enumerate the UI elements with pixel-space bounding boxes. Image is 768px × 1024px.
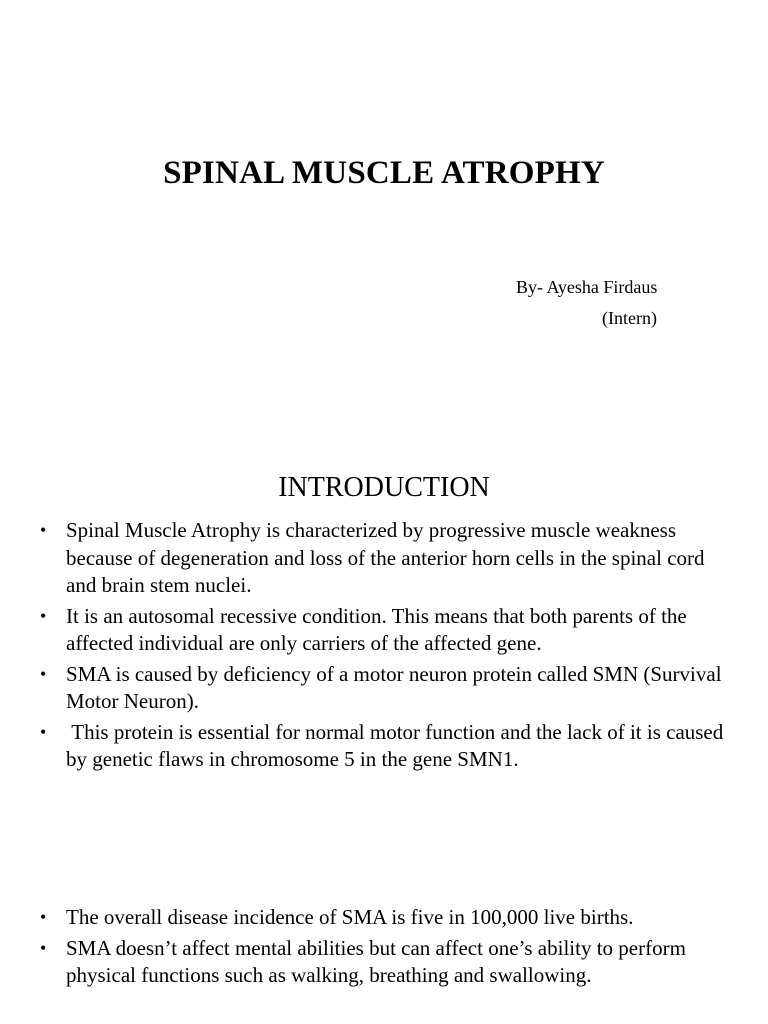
bullet-icon: • xyxy=(40,663,47,684)
introduction-slide xyxy=(0,444,768,1024)
bullet-icon: • xyxy=(40,520,47,540)
slide-title: SPINAL MUSCLE ATROPHY xyxy=(163,155,605,191)
bullet-text: SMA doesn’t affect mental abilities but can affect one’s ability to perform physical functions such as walking, breathing and swallowing. xyxy=(66,935,686,987)
author-role: (Intern) xyxy=(602,308,657,328)
list-item xyxy=(40,935,730,990)
title-slide xyxy=(0,0,768,384)
bullet-text: It is an autosomal recessive condition. This means that both parents of the affected individual are only carriers of the affected gene. xyxy=(66,603,687,655)
bullet-icon: • xyxy=(40,721,47,742)
list-item xyxy=(40,904,730,932)
bullet-icon: • xyxy=(40,907,47,927)
list-item xyxy=(40,719,730,774)
bullet-text: Spinal Muscle Atrophy is characterized by progressive muscle weakness because of degeneration and loss of the anterior horn cells in the spinal cord and brain stem nuclei. xyxy=(66,518,705,597)
list-item xyxy=(40,661,730,716)
bullet-icon: • xyxy=(40,937,47,958)
bullet-text: SMA is caused by deficiency of a motor neuron protein called SMN (Survival Motor Neuron). xyxy=(66,661,722,713)
bullet-text: The overall disease incidence of SMA is five in 100,000 live births. xyxy=(66,905,634,929)
bullet-text: This protein is essential for normal motor function and the lack of it is caused by genetic flaws in chromosome 5 in the gene SMN1. xyxy=(66,719,729,771)
list-item xyxy=(40,603,730,658)
author-name: By- Ayesha Firdaus xyxy=(516,277,658,297)
bullet-icon: • xyxy=(40,605,47,626)
bullet-list-bottom xyxy=(40,904,730,993)
bullet-list-top xyxy=(40,517,730,777)
section-heading: INTRODUCTION xyxy=(278,472,490,503)
list-item xyxy=(40,517,730,600)
